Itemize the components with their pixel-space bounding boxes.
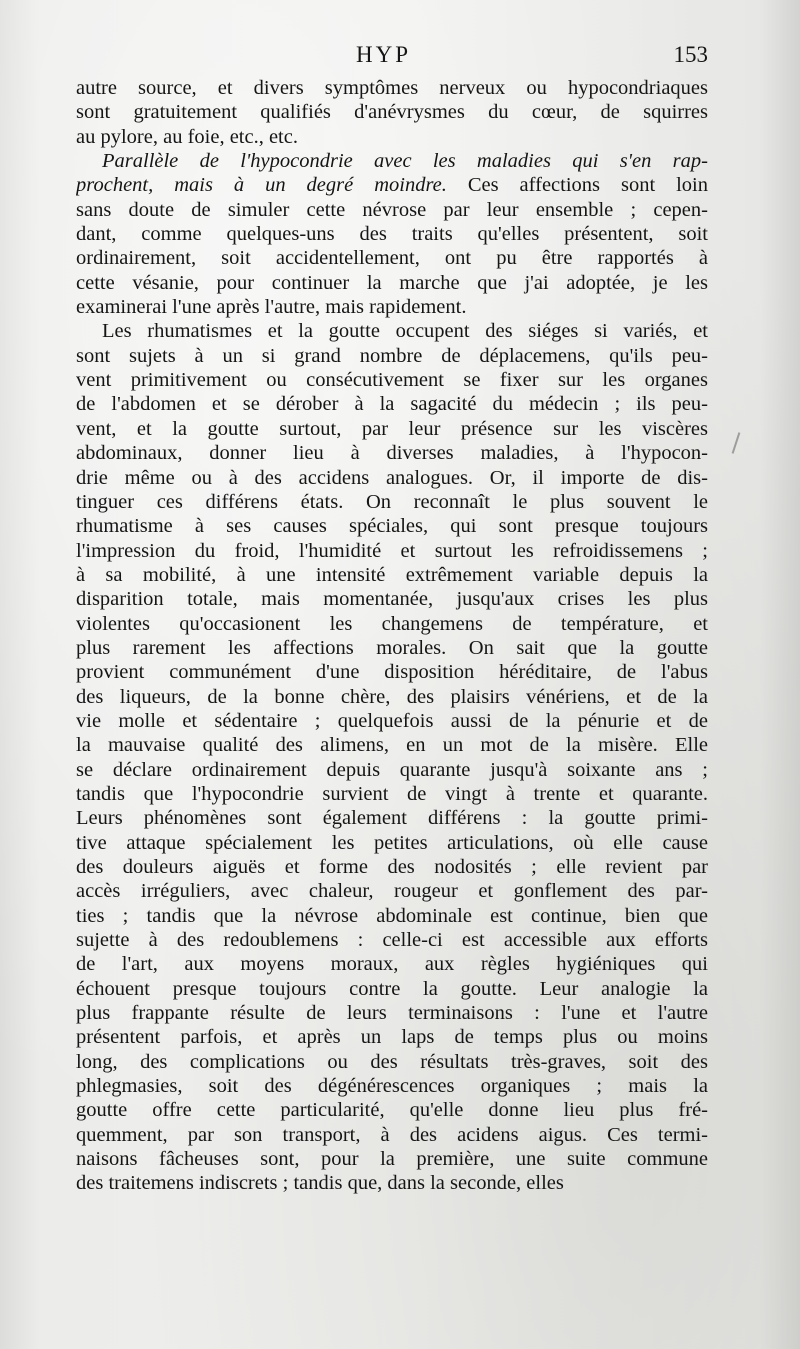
text-line: provient communément d'une disposition héréditaire, de l'abus (76, 661, 708, 684)
text-line: rhumatisme à ses causes spéciales, qui sont presque toujours (76, 515, 708, 538)
page-number: 153 (673, 42, 708, 67)
text-line: tandis que l'hypocondrie survient de vingt à trente et quarante. (76, 782, 708, 805)
text-line: sont sujets à un si grand nombre de déplacemens, qu'ils peu- (76, 344, 708, 367)
text-line: échouent presque toujours contre la goutte. Leur analogie la (76, 977, 708, 1000)
text-line: disparition totale, mais momentanée, jusqu'aux crises les plus (76, 588, 708, 611)
text-line: vent primitivement ou consécutivement se fixer sur les organes (76, 369, 708, 392)
text-line: goutte offre cette particularité, qu'elle donne lieu plus fré- (76, 1099, 708, 1122)
text-line: sujette à des redoublemens : celle-ci est accessible aux efforts (76, 929, 708, 952)
text-line: Les rhumatismes et la goutte occupent des siéges si variés, et (102, 320, 708, 343)
text-line: plus rarement les affections morales. On sait que la goutte (76, 636, 708, 659)
text-line: ordinairement, soit accidentellement, ont pu être rapportés à (76, 247, 708, 270)
paragraph (76, 149, 708, 319)
text-line: violentes qu'occasionent les changemens de température, et (76, 612, 708, 635)
body-text (76, 76, 708, 1196)
line-text: Ces affections sont loin (446, 174, 708, 197)
text-line: l'impression du froid, l'humidité et surtout les refroidissemens ; (76, 539, 708, 562)
text-line: au pylore, au foie, etc., etc. (76, 125, 298, 148)
text-line: tinguer ces différens états. On reconnaît le plus souvent le (76, 490, 708, 513)
text-line: naisons fâcheuses sont, pour la première, une suite commune (76, 1148, 708, 1171)
text-line: vie molle et sédentaire ; quelquefois aussi de la pénurie et de (76, 709, 708, 732)
text-line: dant, comme quelques-uns des traits qu'elles présentent, soit (76, 223, 708, 246)
text-line: long, des complications ou des résultats très-graves, soit des (76, 1050, 708, 1073)
text-line: vent, et la goutte surtout, par leur présence sur les viscères (76, 417, 708, 440)
text-line: sans doute de simuler cette névrose par leur ensemble ; cepen- (76, 198, 708, 221)
text-line: des douleurs aiguës et forme des nodosités ; elle revient par (76, 856, 708, 878)
text-line: des liqueurs, de la bonne chère, des plaisirs vénériens, et de la (76, 685, 708, 708)
text-line: la mauvaise qualité des alimens, en un mot de la misère. Elle (76, 734, 708, 757)
text-line: tive attaque spécialement les petites articulations, où elle cause (76, 831, 708, 854)
text-line: examinerai l'une après l'autre, mais rapidement. (76, 296, 467, 319)
text-line: accès irréguliers, avec chaleur, rougeur et gonflement des par- (76, 880, 708, 903)
text-line: plus frappante résulte de leurs terminaisons : l'une et l'autre (76, 1002, 708, 1025)
text-line: autre source, et divers symptômes nerveux ou hypocondriaques (76, 77, 708, 99)
paragraph (76, 319, 708, 1195)
text-line (76, 173, 708, 197)
text-line: Leurs phénomènes sont également différens : la goutte primi- (76, 807, 708, 830)
text-line: cette vésanie, pour continuer la marche que j'ai adoptée, je les (76, 271, 708, 294)
running-title: HYP (356, 42, 412, 67)
margin-mark (732, 432, 741, 454)
italic-heading: prochent, mais à un degré moindre. (76, 174, 447, 197)
text-line: phlegmasies, soit des dégénérescences organiques ; mais la (76, 1075, 708, 1098)
text-line: ties ; tandis que la névrose abdominale est continue, bien que (76, 904, 708, 927)
text-line: de l'abdomen et se dérober à la sagacité du médecin ; ils peu- (76, 393, 708, 416)
text-line (76, 149, 708, 173)
text-line: présentent parfois, et après un laps de temps plus ou moins (76, 1026, 708, 1049)
text-line: quemment, par son transport, à des acidens aigus. Ces termi- (76, 1123, 708, 1146)
text-line: sont gratuitement qualifiés d'anévrysmes du cœur, de squirres (76, 101, 708, 124)
text-line: à sa mobilité, à une intensité extrêmement variable depuis la (76, 563, 708, 586)
text-line: drie même ou à des accidens analogues. Or, il importe de dis- (76, 466, 708, 489)
text-line: se déclare ordinairement depuis quarante jusqu'à soixante ans ; (76, 758, 708, 781)
italic-heading: Parallèle de l'hypocondrie avec les maladies qui s'en rap- (102, 150, 708, 173)
text-line: des traitemens indiscrets ; tandis que, dans la seconde, elles (76, 1172, 564, 1195)
text-line: de l'art, aux moyens moraux, aux règles hygiéniques qui (76, 953, 708, 976)
text-line: abdominaux, donner lieu à diverses maladies, à l'hypocon- (76, 442, 708, 465)
paragraph (76, 76, 708, 149)
